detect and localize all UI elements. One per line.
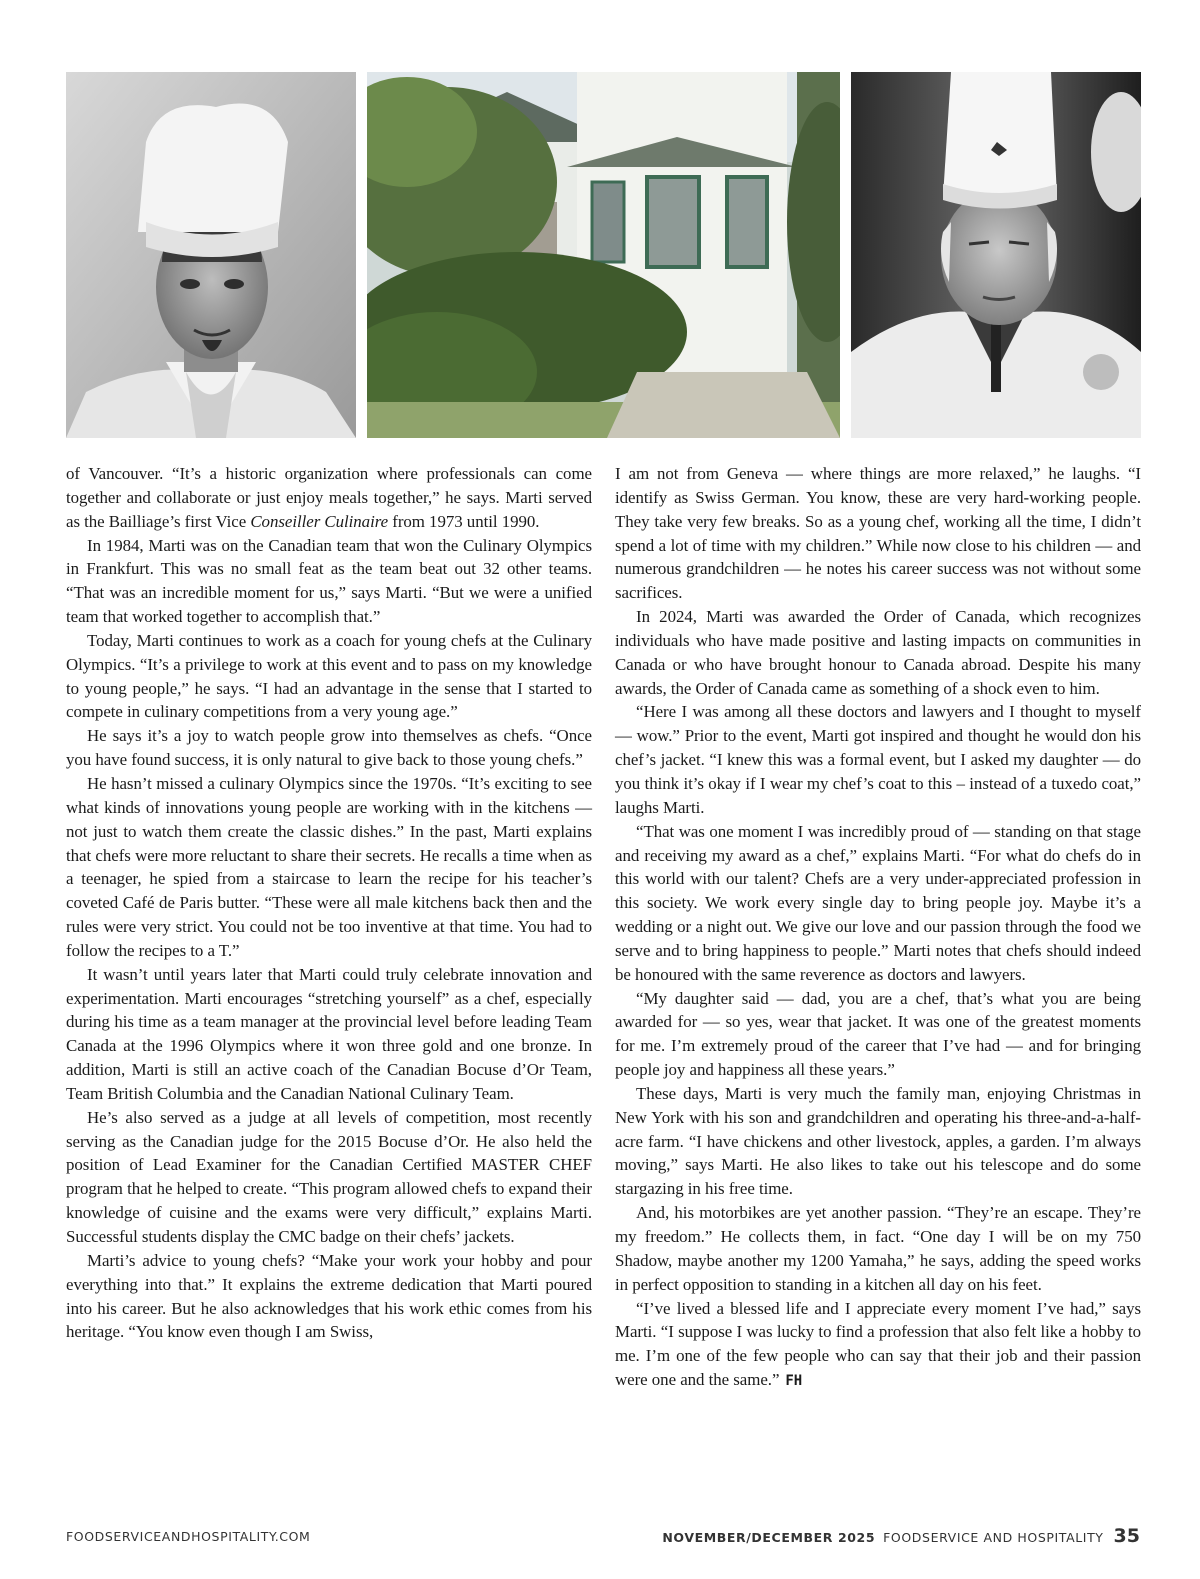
house-photo [367,72,840,438]
young-chef-photo [66,72,356,438]
paragraph: In 1984, Marti was on the Canadian team that won the Culinary Olympics in Frankfurt. This was no small feat as the team beat out 32 other teams. “That was an incredible moment for us,” says Marti. “But we were a unified team that worked together to accomplish that.” [66,535,592,627]
page-number: 35 [1113,1525,1140,1547]
article-column-right [615,462,1141,1394]
paragraph: “My daughter said — dad, you are a chef, that’s what you are being awarded for — so yes, wear that jacket. It was one of the greatest moments for me. I’m extremely proud of the career that I’ve had — and for bringing people joy and happiness all these years.” [615,988,1141,1080]
paragraph: Marti’s advice to young chefs? “Make your work your hobby and pour everything into that.” It explains the extreme dedication that Marti poured into his career. But he also acknowledges that his work ethic comes from his heritage. “You know even though I am Swiss, [66,1250,592,1342]
paragraph: It wasn’t until years later that Marti could truly celebrate innovation and experimentation. Marti encourages “stretching yourself” as a chef, especially during his time as a team manager at the provincial level before leading Team Canada at the 1996 Olympics where it won three gold and one bronze. In addition, Marti is still an active coach of the Canadian Bocuse d’Or Team, Team British Columbia and the Canadian National Culinary Team. [66,964,592,1103]
paragraph: And, his motorbikes are yet another passion. “They’re an escape. They’re my freedom.” He collects them, in fact. “One day I will be on my 750 Shadow, maybe another my 1200 Yamaha,” he says, adding the speed works in perfect opposition to standing in a kitchen all day on his feet. [615,1203,1141,1294]
paragraph: “That was one moment I was incredibly proud of — standing on that stage and receiving my award as a chef,” explains Marti. “For what do chefs do in this world with our talent? Chefs are a very under-appreciated profession in this society. We work every single day to bring people joy. Maybe it’s a wedding or a night out. We give our love and our passion through the food we serve and to bring happiness to people.” Marti notes that chefs should indeed be honoured with the same reverence as doctors and lawyers. [615,821,1141,984]
paragraph: “I’ve lived a blessed life and I appreciate every moment I’ve had,” says Marti. “I suppose I was lucky to find a profession that also felt like a hobby to me. I’m one of the few people who can say that their job and their passion were one and the same.” FH [615,1298,1141,1390]
page-footer [66,1525,1140,1547]
footer-folio [662,1525,1140,1547]
end-mark: FH [785,1373,803,1390]
older-chef-photo [851,72,1141,438]
paragraph: He says it’s a joy to watch people grow into themselves as chefs. “Once you have found success, it is only natural to give back to those young chefs.” [66,726,592,770]
paragraph: He’s also served as a judge at all levels of competition, most recently serving as the Canadian judge for the 2015 Bocuse d’Or. He also held the position of Lead Examiner for the Canadian Certified MASTER CHEF program that he helped to create. “This program allowed chefs to expand their knowledge of cuisine and the exams were very difficult,” explains Marti. Successful students display the CMC badge on their chefs’ jackets. [66,1107,592,1246]
paragraph: of Vancouver. “It’s a historic organization where professionals can come together and collaborate or just enjoy meals together,” he says. Marti served as the Bailliage’s first Vice Conseiller Culinaire from 1973 until 1990. [66,464,592,531]
paragraph: “Here I was among all these doctors and lawyers and I thought to myself — wow.” Prior to the event, Marti got inspired and thought he would don his chef’s jacket. “I knew this was a formal event, but I asked my daughter — do you think it’s okay if I wear my chef’s coat to this – instead of a tuxedo coat,” laughs Marti. [615,702,1141,817]
article-column-left [66,462,592,1344]
paragraph: These days, Marti is very much the family man, enjoying Christmas in New York with his son and grandchildren and operating his three-and-a-half-acre farm. “I have chickens and other livestock, apples, a garden. I’m always moving,” says Marti. He also likes to take out his telescope and do some stargazing in his free time. [615,1083,1141,1199]
footer-website: FOODSERVICEANDHOSPITALITY.COM [66,1529,311,1544]
paragraph: In 2024, Marti was awarded the Order of Canada, which recognizes individuals who have made positive and lasting impacts on communities in Canada or who have brought honour to Canada abroad. Despite his many awards, the Order of Canada came as something of a shock even to him. [615,607,1141,698]
paragraph: Today, Marti continues to work as a coach for young chefs at the Culinary Olympics. “It’s a privilege to work at this event and to pass on my knowledge to young people,” he says. “I had an advantage in the sense that I started to compete in culinary competitions from a very young age.” [66,630,592,722]
footer-issue: NOVEMBER/DECEMBER 2025 [662,1530,876,1545]
paragraph: He hasn’t missed a culinary Olympics since the 1970s. “It’s exciting to see what kinds of innovations young people are working with in the kitchens — not just to watch them create the classic dishes.” In the past, Marti explains that chefs were more reluctant to share their secrets. He recalls a time when as a teenager, he spied from a staircase to learn the recipe for his teacher’s coveted Café de Paris butter. “These were all male kitchens back then and the rules were very strict. You could not be too inventive at that time. You had to follow the recipes to a T.” [66,773,592,960]
paragraph: I am not from Geneva — where things are more relaxed,” he laughs. “I identify as Swiss German. You know, these are very hard-working people. They take very few breaks. So as a young chef, working all the time, I didn’t spend a lot of time with my children.” While now close to his children — and numerous grandchildren — he notes his career success was not without some sacrifices. [615,464,1141,603]
photo-strip [66,72,1141,438]
footer-magazine: FOODSERVICE AND HOSPITALITY [883,1530,1104,1545]
